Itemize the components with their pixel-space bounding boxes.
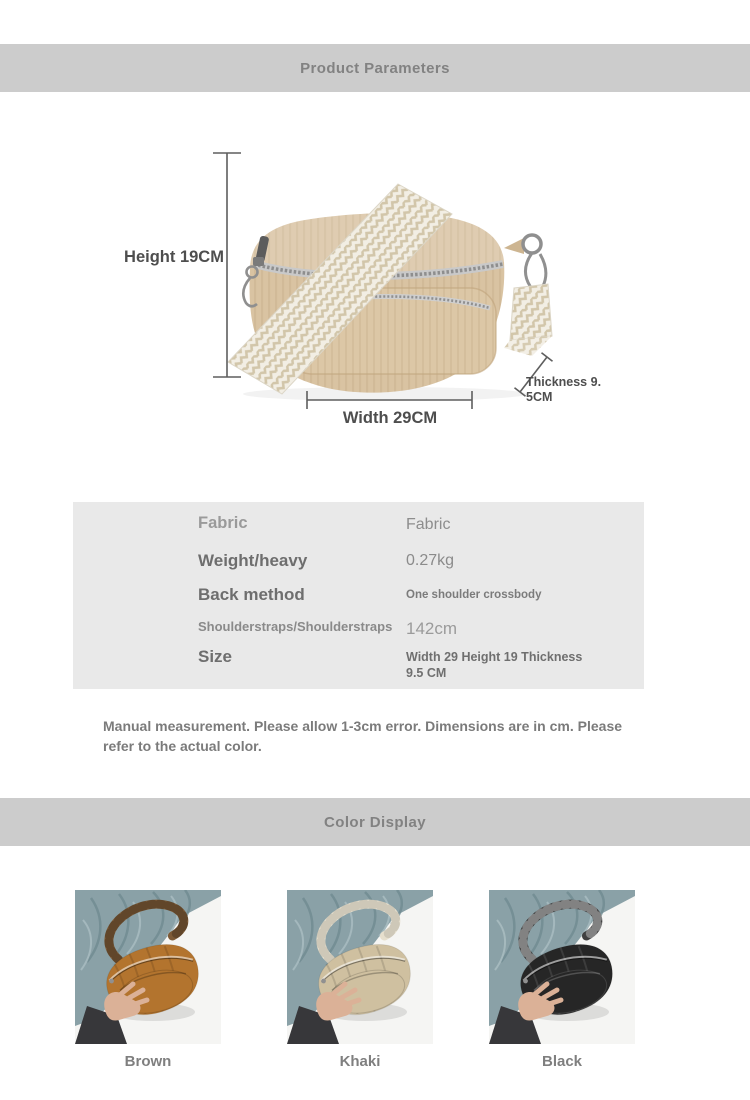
height-measurement xyxy=(124,153,241,377)
color-display-title: Color Display xyxy=(324,813,426,831)
spec-label: Back method xyxy=(198,585,305,604)
color-swatch-black xyxy=(489,890,635,1070)
thickness-measurement xyxy=(515,353,602,404)
product-parameters-header-bar xyxy=(0,44,750,92)
spec-value: Fabric xyxy=(406,516,451,533)
right-o-ring xyxy=(523,235,541,253)
black-bag-photo xyxy=(489,890,635,1044)
spec-row-back-method xyxy=(198,585,541,605)
spec-value: 0.27kg xyxy=(406,552,455,569)
spec-label: Shoulderstraps/Shoulderstraps xyxy=(198,619,393,634)
right-strap-piece xyxy=(510,284,552,340)
spec-row-shoulderstraps xyxy=(198,619,457,639)
thickness-label-line1: Thickness 9. xyxy=(526,375,602,389)
brown-bag-photo xyxy=(75,890,221,1044)
thickness-label-line2: 5CM xyxy=(526,390,553,404)
spec-row-fabric xyxy=(198,514,450,534)
hero-product-image xyxy=(100,140,660,440)
spec-label: Size xyxy=(198,647,233,666)
right-strap-assembly xyxy=(504,235,552,356)
color-swatch-brown xyxy=(75,890,221,1070)
spec-panel xyxy=(73,502,644,689)
right-carabiner xyxy=(525,253,545,290)
spec-label: Fabric xyxy=(198,514,248,532)
swatch-label-brown: Brown xyxy=(124,1053,172,1070)
spec-value: Width 29 Height 19 Thickness 9.5 CM xyxy=(406,650,583,681)
swatch-label-khaki: Khaki xyxy=(339,1053,381,1070)
spec-row-weight xyxy=(198,551,454,571)
khaki-bag-photo xyxy=(287,890,433,1044)
color-display-header-bar xyxy=(0,798,750,846)
swatch-label-black: Black xyxy=(541,1053,583,1070)
width-label: Width 29CM xyxy=(342,409,438,427)
height-label: Height 19CM xyxy=(124,248,224,266)
product-parameters-title: Product Parameters xyxy=(300,59,450,77)
color-swatch-khaki xyxy=(287,890,433,1070)
spec-value: One shoulder crossbody xyxy=(406,589,542,601)
main-zipper-slider xyxy=(253,257,264,266)
right-strap-tab xyxy=(504,238,524,254)
spec-label: Weight/heavy xyxy=(198,551,308,570)
measurement-note: Manual measurement. Please allow 1-3cm error. Dimensions are in cm. Please refer to the actual color. xyxy=(103,718,623,754)
spec-row-size xyxy=(198,647,596,682)
spec-value: 142cm xyxy=(406,619,458,638)
